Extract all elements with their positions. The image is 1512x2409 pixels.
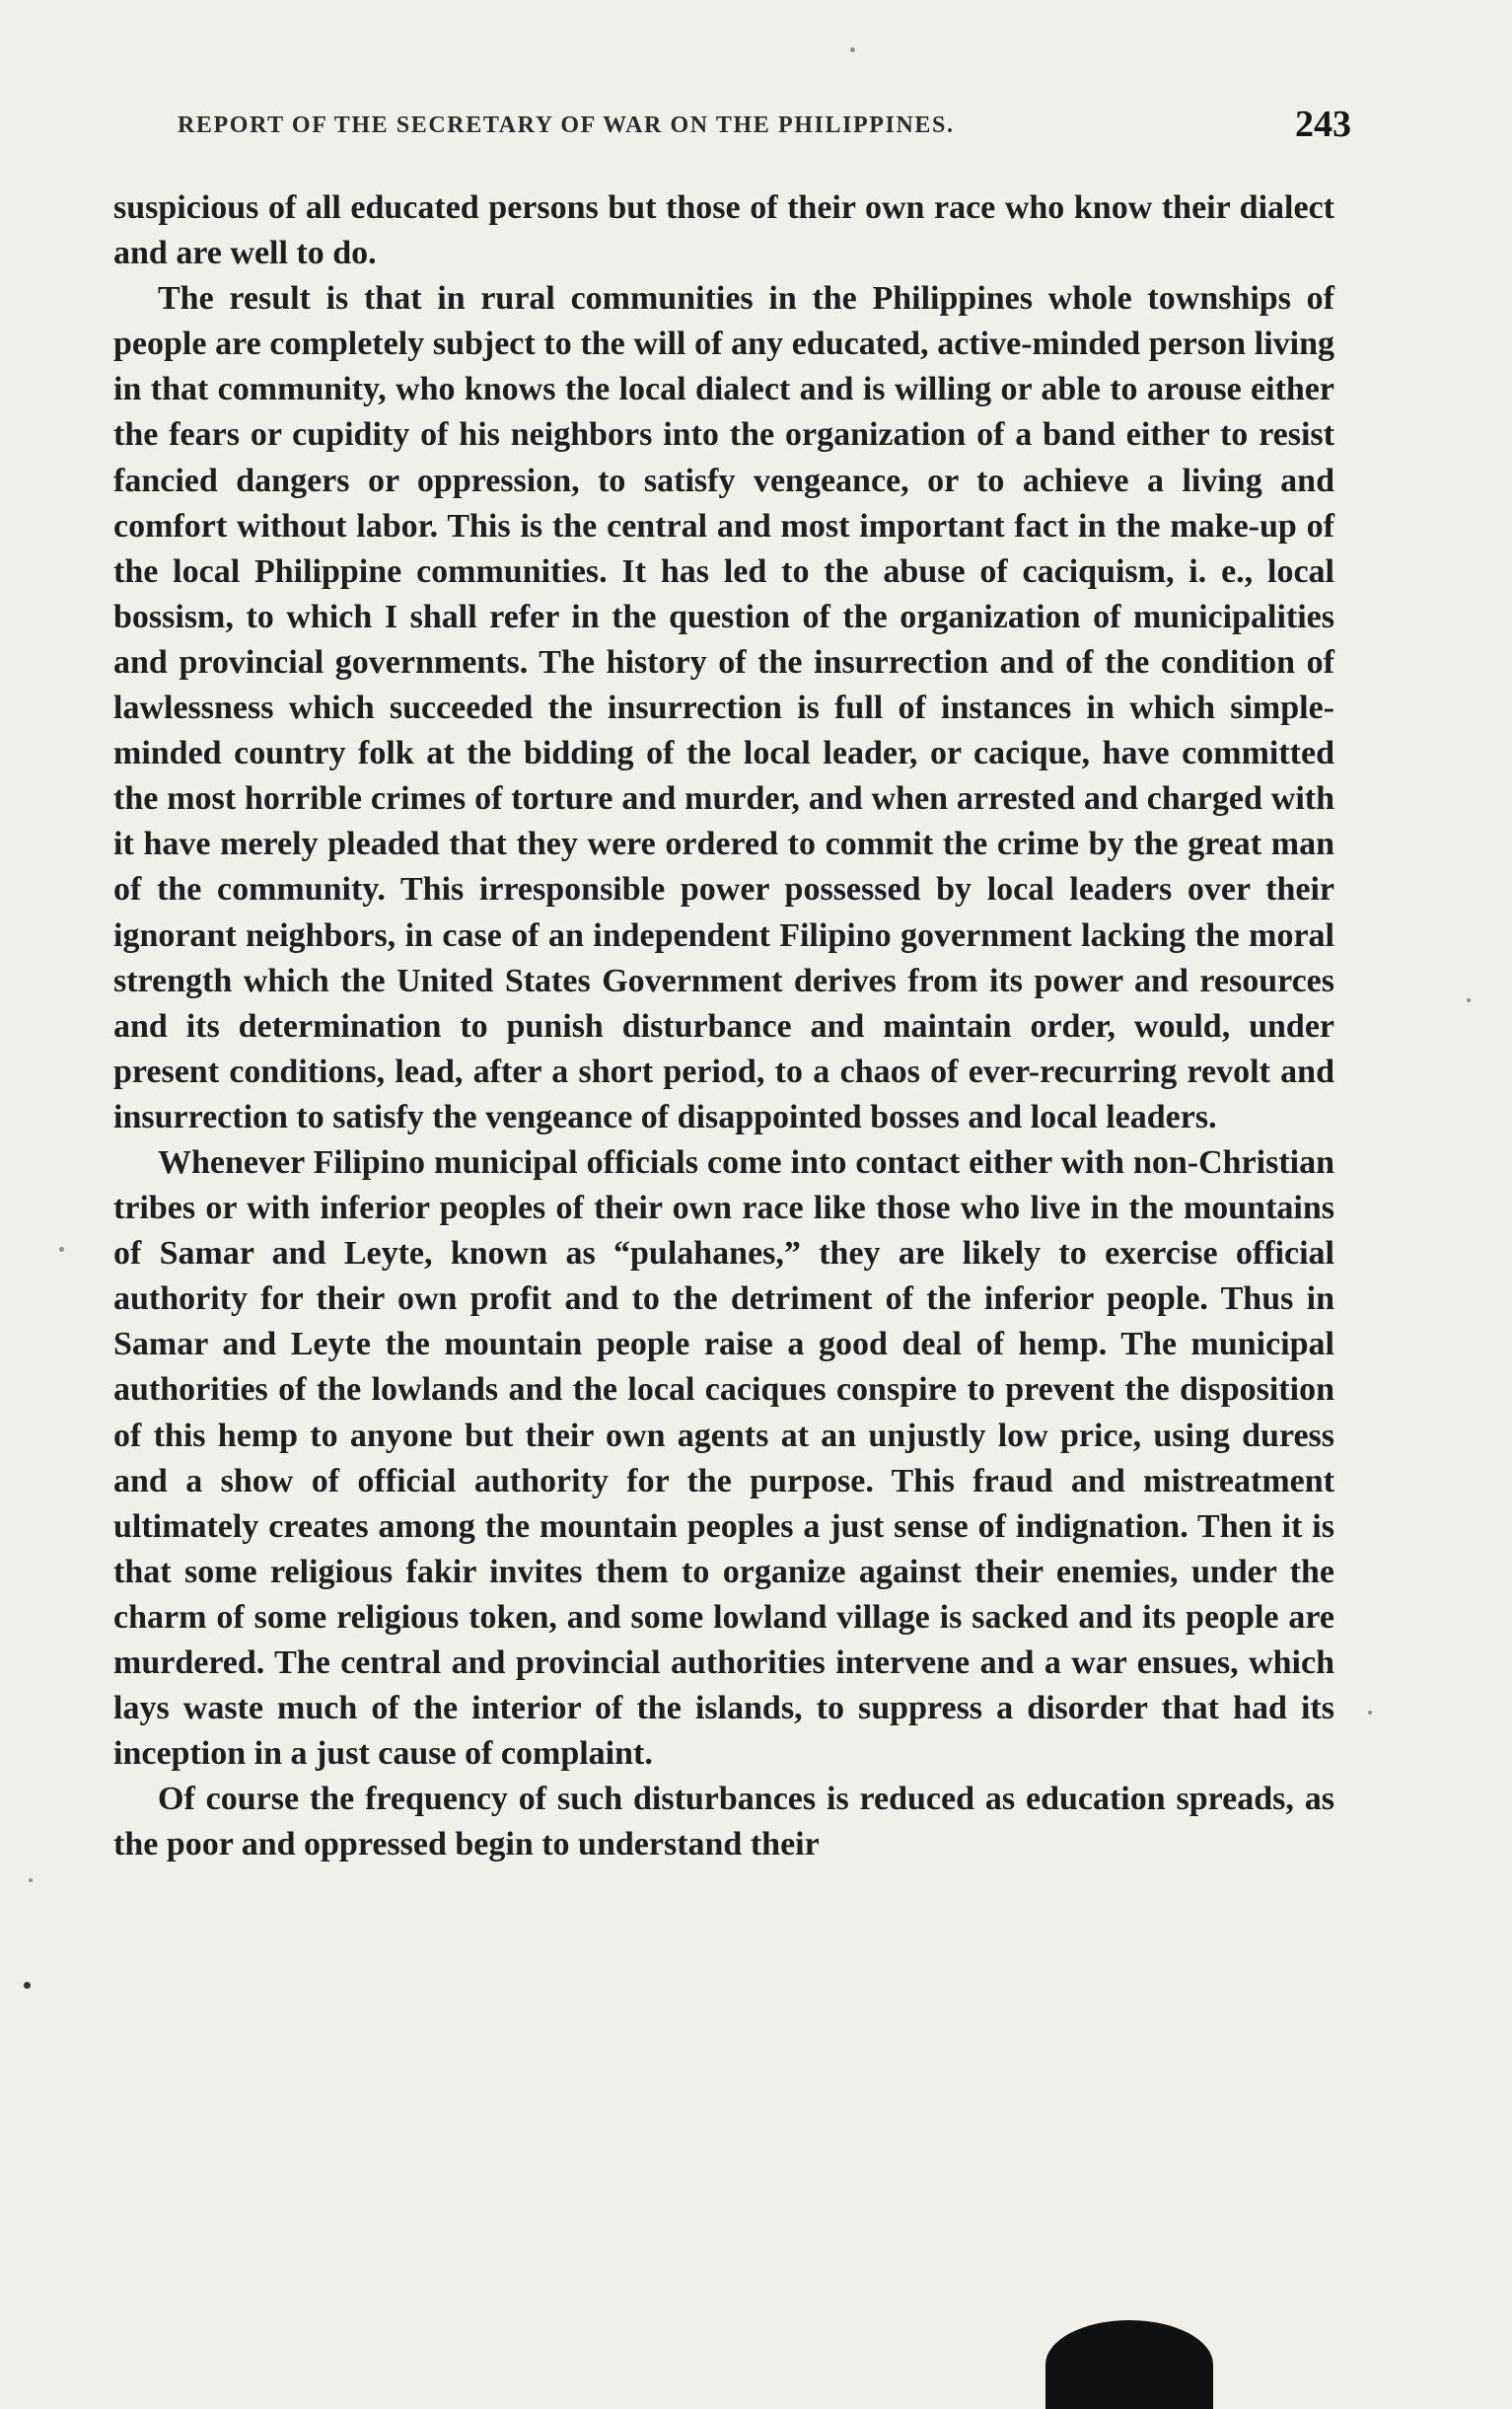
page-number: 243 (1295, 104, 1351, 145)
scan-speck (1467, 998, 1471, 1002)
paragraph-education: Of course the frequency of such disturbances is reduced as education spreads, as the poor and oppressed begin to understand their (113, 1781, 1334, 1863)
running-head: REPORT OF THE SECRETARY OF WAR ON THE PHILIPPINES. (178, 112, 955, 138)
paragraph-result: The result is that in rural communities in the Philippines whole townships of people are completely subject to the will of any educated, active-minded person living in that community, who knows the local dialect and is willing or able to arouse either the fears or cupidity of his neighbors into the organization of a band either to resist fancied dangers or oppression, to satisfy vengeance, or to achieve a living and comfort without labor. This is the central and most important fact in the make-up of the local Philippine communities. It has led to the abuse of caciquism, i. e., local bossism, to which I shall refer in the question of the organization of municipalities and provincial governments. The history of the insurrection and of the condition of lawlessness which succeeded the insurrection is full of instances in which simple-minded country folk at the bidding of the local leader, or cacique, have committed the most horrible crimes of torture and murder, and when arrested and charged with it have merely pleaded that they were ordered to commit the crime by the great man of the community. This irresponsible power possessed by local leaders over their ignorant neighbors, in case of an independent Filipino government lacking the moral strength which the United States Government derives from its power and resources and its determination to punish disturbance and maintain order, would, under present conditions, lead, after a short period, to a chaos of ever-recurring revolt and insurrection to satisfy the vengeance of disappointed bosses and local leaders. (113, 280, 1334, 1135)
page-header (178, 99, 1351, 158)
scan-edge-mark (1045, 2320, 1213, 2409)
body-text (113, 185, 1334, 1867)
paragraph-municipal-officials: Whenever Filipino municipal officials come into contact either with non-Christian tribes or with inferior peoples of their own race like those who live in the mountains of Samar and Leyte, known as “pulahanes,” they are likely to exercise official authority for their own profit and to the detriment of the inferior people. Thus in Samar and Leyte the mountain people raise a good deal of hemp. The municipal authorities of the lowlands and the local caciques conspire to prevent the disposition of this hemp to anyone but their own agents at an unjustly low price, using duress and a show of official authority for the purpose. This fraud and mistreatment ultimately creates among the mountain peoples a just sense of indignation. Then it is that some religious fakir invites them to organize against their enemies, under the charm of some religious token, and some lowland village is sacked and its people are murdered. The central and provincial authorities intervene and a war ensues, which lays waste much of the interior of the islands, to suppress a disorder that had its inception in a just cause of complaint. (113, 1143, 1334, 1773)
scan-speck (1368, 1711, 1372, 1715)
scan-speck (59, 1247, 64, 1252)
scan-speck (850, 47, 855, 52)
scan-speck (29, 1878, 33, 1882)
scan-speck (24, 1982, 31, 1989)
paragraph-continued: suspicious of all educated persons but those of their own race who know their dialect and are well to do. (113, 189, 1334, 272)
